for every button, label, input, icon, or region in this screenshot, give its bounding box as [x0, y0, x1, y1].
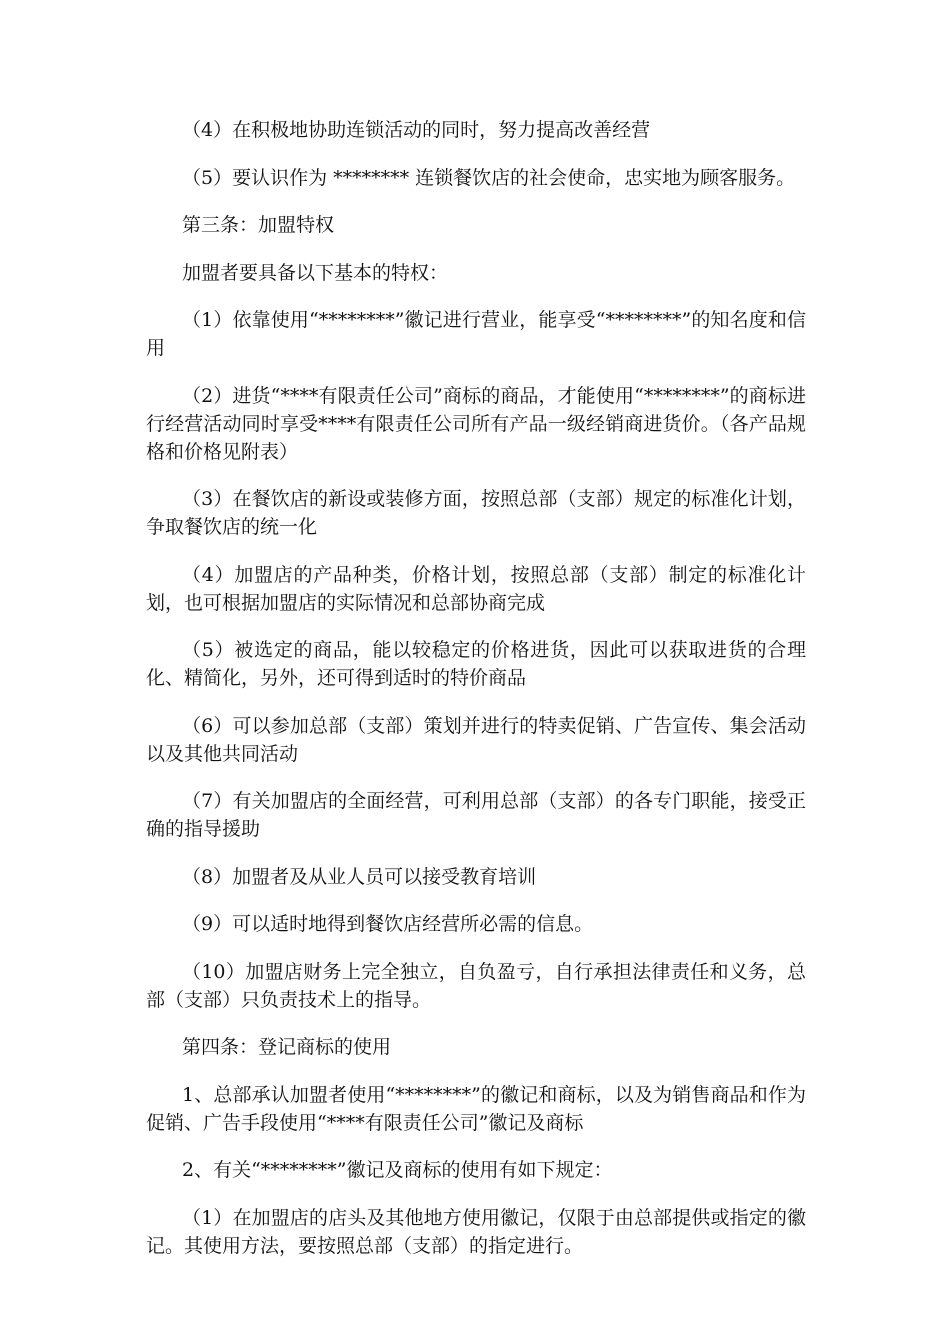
trademark-rule-1: 1、总部承认加盟者使用“********”的徽记和商标，以及为销售商品和作为促销、广告手段使用“****有限责任公司”徽记及商标	[146, 1083, 806, 1134]
privilege-item-7: （7）有关加盟店的全面经营，可利用总部（支部）的各专门职能，接受正确的指导援助	[146, 790, 806, 840]
trademark-rule-2-item-1: （1）在加盟店的店头及其他地方使用徽记，仅限于由总部提供或指定的徽记。其使用方法，要按照总部（支部）的指定进行。	[146, 1206, 806, 1257]
privilege-item-3: （3）在餐饮店的新设或装修方面，按照总部（支部）规定的标准化计划，争取餐饮店的统一化	[146, 488, 806, 538]
privilege-item-4: （4）加盟店的产品种类，价格计划，按照总部（支部）制定的标准化计划，也可根据加盟店的实际情况和总部协商完成	[146, 563, 806, 614]
article-3-heading: 第三条：加盟特权	[182, 214, 335, 236]
privilege-item-10: （10）加盟店财务上完全独立，自负盈亏，自行承担法律责任和义务，总部（支部）只负责技术上的指导。	[146, 960, 806, 1011]
article-4-heading: 第四条：登记商标的使用	[182, 1036, 392, 1058]
article-3-intro: 加盟者要具备以下基本的特权：	[182, 261, 449, 284]
document-body	[146, 116, 806, 1279]
clause-item-5-social-mission: （5）要认识作为 ******** 连锁餐饮店的社会使命，忠实地为顾客服务。	[182, 166, 796, 189]
privilege-item-2: （2）进货“****有限责任公司”商标的商品，才能使用“********”的商标进行经营活动同时享受****有限责任公司所有产品一级经销商进货价。（各产品规格和价格见附表）	[146, 384, 806, 463]
clause-item-4-operations: （4）在积极地协助连锁活动的同时，努力提高改善经营	[182, 119, 651, 141]
privilege-item-5: （5）被选定的商品，能以较稳定的价格进货，因此可以获取进货的合理化、精简化，另外，还可得到适时的特价商品	[146, 639, 806, 689]
trademark-rule-2: 2、有关“********”徽记及商标的使用有如下规定：	[182, 1159, 613, 1181]
privilege-item-9: （9）可以适时地得到餐饮店经营所必需的信息。	[182, 913, 594, 935]
privilege-item-6: （6）可以参加总部（支部）策划并进行的特卖促销、广告宣传、集会活动以及其他共同活动	[146, 714, 806, 765]
privilege-item-8: （8）加盟者及从业人员可以接受教育培训	[182, 865, 537, 888]
privilege-item-1: （1）依靠使用“********”徽记进行营业，能享受“********”的知名度和信用	[146, 309, 806, 359]
